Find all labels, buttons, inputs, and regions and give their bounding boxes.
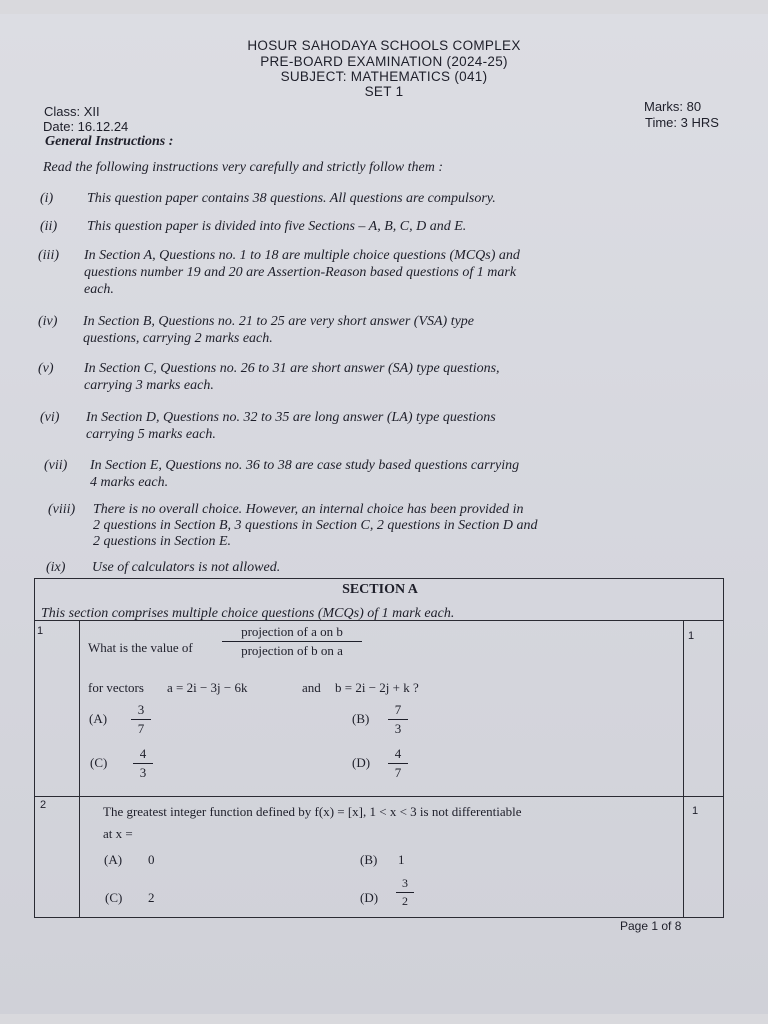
marks-label: Marks: 80: [644, 99, 702, 114]
option-label: (A): [89, 711, 108, 726]
fraction-denominator: 3: [139, 765, 147, 780]
question-number: 1: [37, 625, 44, 637]
instruction-text: In Section C, Questions no. 26 to 31 are short answer (SA) type questions,: [84, 361, 500, 376]
fraction-numerator: projection of a on b: [241, 624, 343, 639]
question-text: What is the value of: [88, 640, 193, 655]
page-number: Page 1 of 8: [620, 919, 682, 933]
instruction-text: In Section B, Questions no. 21 to 25 are very short answer (VSA) type: [83, 314, 475, 329]
fraction-denominator: 3: [394, 721, 402, 736]
fraction-numerator: 3: [137, 702, 145, 717]
instruction-text: This question paper contains 38 questions. All questions are compulsory.: [87, 191, 496, 206]
fraction-numerator: 4: [139, 746, 147, 761]
instruction-text: carrying 3 marks each.: [84, 378, 214, 393]
table-divider: [79, 620, 80, 918]
option-fraction: [388, 746, 408, 781]
instruction-text: questions number 19 and 20 are Assertion-Reason based questions of 1 mark: [84, 265, 517, 280]
option-value: 0: [148, 852, 155, 867]
fraction-numerator: 4: [394, 746, 402, 761]
instruction-number: (iv): [38, 314, 58, 329]
question-number: 2: [40, 799, 47, 811]
vectors-lead: for vectors: [88, 680, 144, 695]
instruction-number: (vii): [44, 458, 68, 473]
instruction-number: (v): [38, 361, 54, 376]
section-title: SECTION A: [342, 582, 418, 597]
instruction-number: (iii): [38, 248, 59, 263]
instruction-text: In Section A, Questions no. 1 to 18 are multiple choice questions (MCQs) and: [84, 248, 520, 263]
option-label: (A): [104, 852, 123, 867]
and-text: and: [302, 680, 321, 695]
option-fraction: [388, 702, 408, 737]
instruction-text: This question paper is divided into five Sections – A, B, C, D and E.: [87, 219, 467, 234]
table-divider: [683, 620, 684, 918]
time-label: Time: 3 HRS: [645, 115, 719, 130]
fraction-bar: [131, 719, 151, 720]
option-fraction: [133, 746, 153, 781]
instruction-text: 4 marks each.: [90, 475, 169, 490]
question-marks: 1: [688, 630, 695, 642]
option-fraction: [396, 876, 414, 909]
vector-b-expression: b = 2i − 2j + k ?: [335, 680, 419, 695]
subject-title: SUBJECT: MATHEMATICS (041): [280, 69, 488, 84]
question-text: at x =: [103, 826, 133, 841]
projection-fraction: [222, 624, 362, 659]
instructions-title: General Instructions :: [45, 134, 174, 149]
instruction-text: Use of calculators is not allowed.: [92, 560, 281, 575]
question-marks: 1: [692, 805, 699, 817]
fraction-denominator: projection of b on a: [241, 643, 343, 658]
option-label: (D): [352, 755, 371, 770]
instruction-text: 2 questions in Section B, 3 questions in Section C, 2 questions in Section D and: [93, 518, 538, 533]
fraction-bar: [133, 763, 153, 764]
instruction-text: 2 questions in Section E.: [93, 534, 232, 549]
option-label: (D): [360, 890, 379, 905]
fraction-denominator: 2: [402, 894, 408, 908]
instruction-number: (ii): [40, 219, 58, 234]
instruction-text: In Section E, Questions no. 36 to 38 are case study based questions carrying: [90, 458, 520, 473]
fraction-denominator: 7: [137, 721, 145, 736]
instructions-lead: Read the following instructions very carefully and strictly follow them :: [43, 160, 443, 175]
school-name: HOSUR SAHODAYA SCHOOLS COMPLEX: [247, 38, 521, 53]
option-label: (B): [360, 852, 378, 867]
exam-title: PRE-BOARD EXAMINATION (2024-25): [260, 54, 508, 69]
instruction-text: carrying 5 marks each.: [86, 427, 216, 442]
instruction-text: There is no overall choice. However, an internal choice has been provided in: [93, 502, 524, 517]
option-label: (C): [90, 755, 108, 770]
option-label: (B): [352, 711, 370, 726]
instruction-number: (viii): [48, 502, 76, 517]
option-value: 2: [148, 890, 155, 905]
fraction-bar: [388, 719, 408, 720]
question-text: The greatest integer function defined by f(x) = [x], 1 < x < 3 is not differentiable: [103, 804, 522, 819]
instruction-number: (vi): [40, 410, 60, 425]
option-fraction: [131, 702, 151, 737]
fraction-bar: [388, 763, 408, 764]
set-label: SET 1: [364, 84, 404, 99]
class-label: Class: XII: [44, 104, 100, 119]
date-label: Date: 16.12.24: [43, 119, 129, 134]
fraction-denominator: 7: [394, 765, 402, 780]
instruction-text: In Section D, Questions no. 32 to 35 are long answer (LA) type questions: [86, 410, 496, 425]
fraction-numerator: 7: [394, 702, 402, 717]
instruction-text: each.: [84, 282, 114, 297]
instruction-text: questions, carrying 2 marks each.: [83, 331, 273, 346]
section-description: This section comprises multiple choice questions (MCQs) of 1 mark each.: [41, 606, 455, 621]
option-label: (C): [105, 890, 123, 905]
instruction-number: (ix): [46, 560, 66, 575]
table-divider: [34, 796, 724, 797]
instruction-number: (i): [40, 191, 54, 206]
fraction-bar: [222, 641, 362, 642]
fraction-bar: [396, 892, 414, 893]
fraction-numerator: 3: [402, 876, 408, 890]
option-value: 1: [398, 852, 405, 867]
vector-a-expression: a = 2i − 3j − 6k: [167, 680, 248, 695]
